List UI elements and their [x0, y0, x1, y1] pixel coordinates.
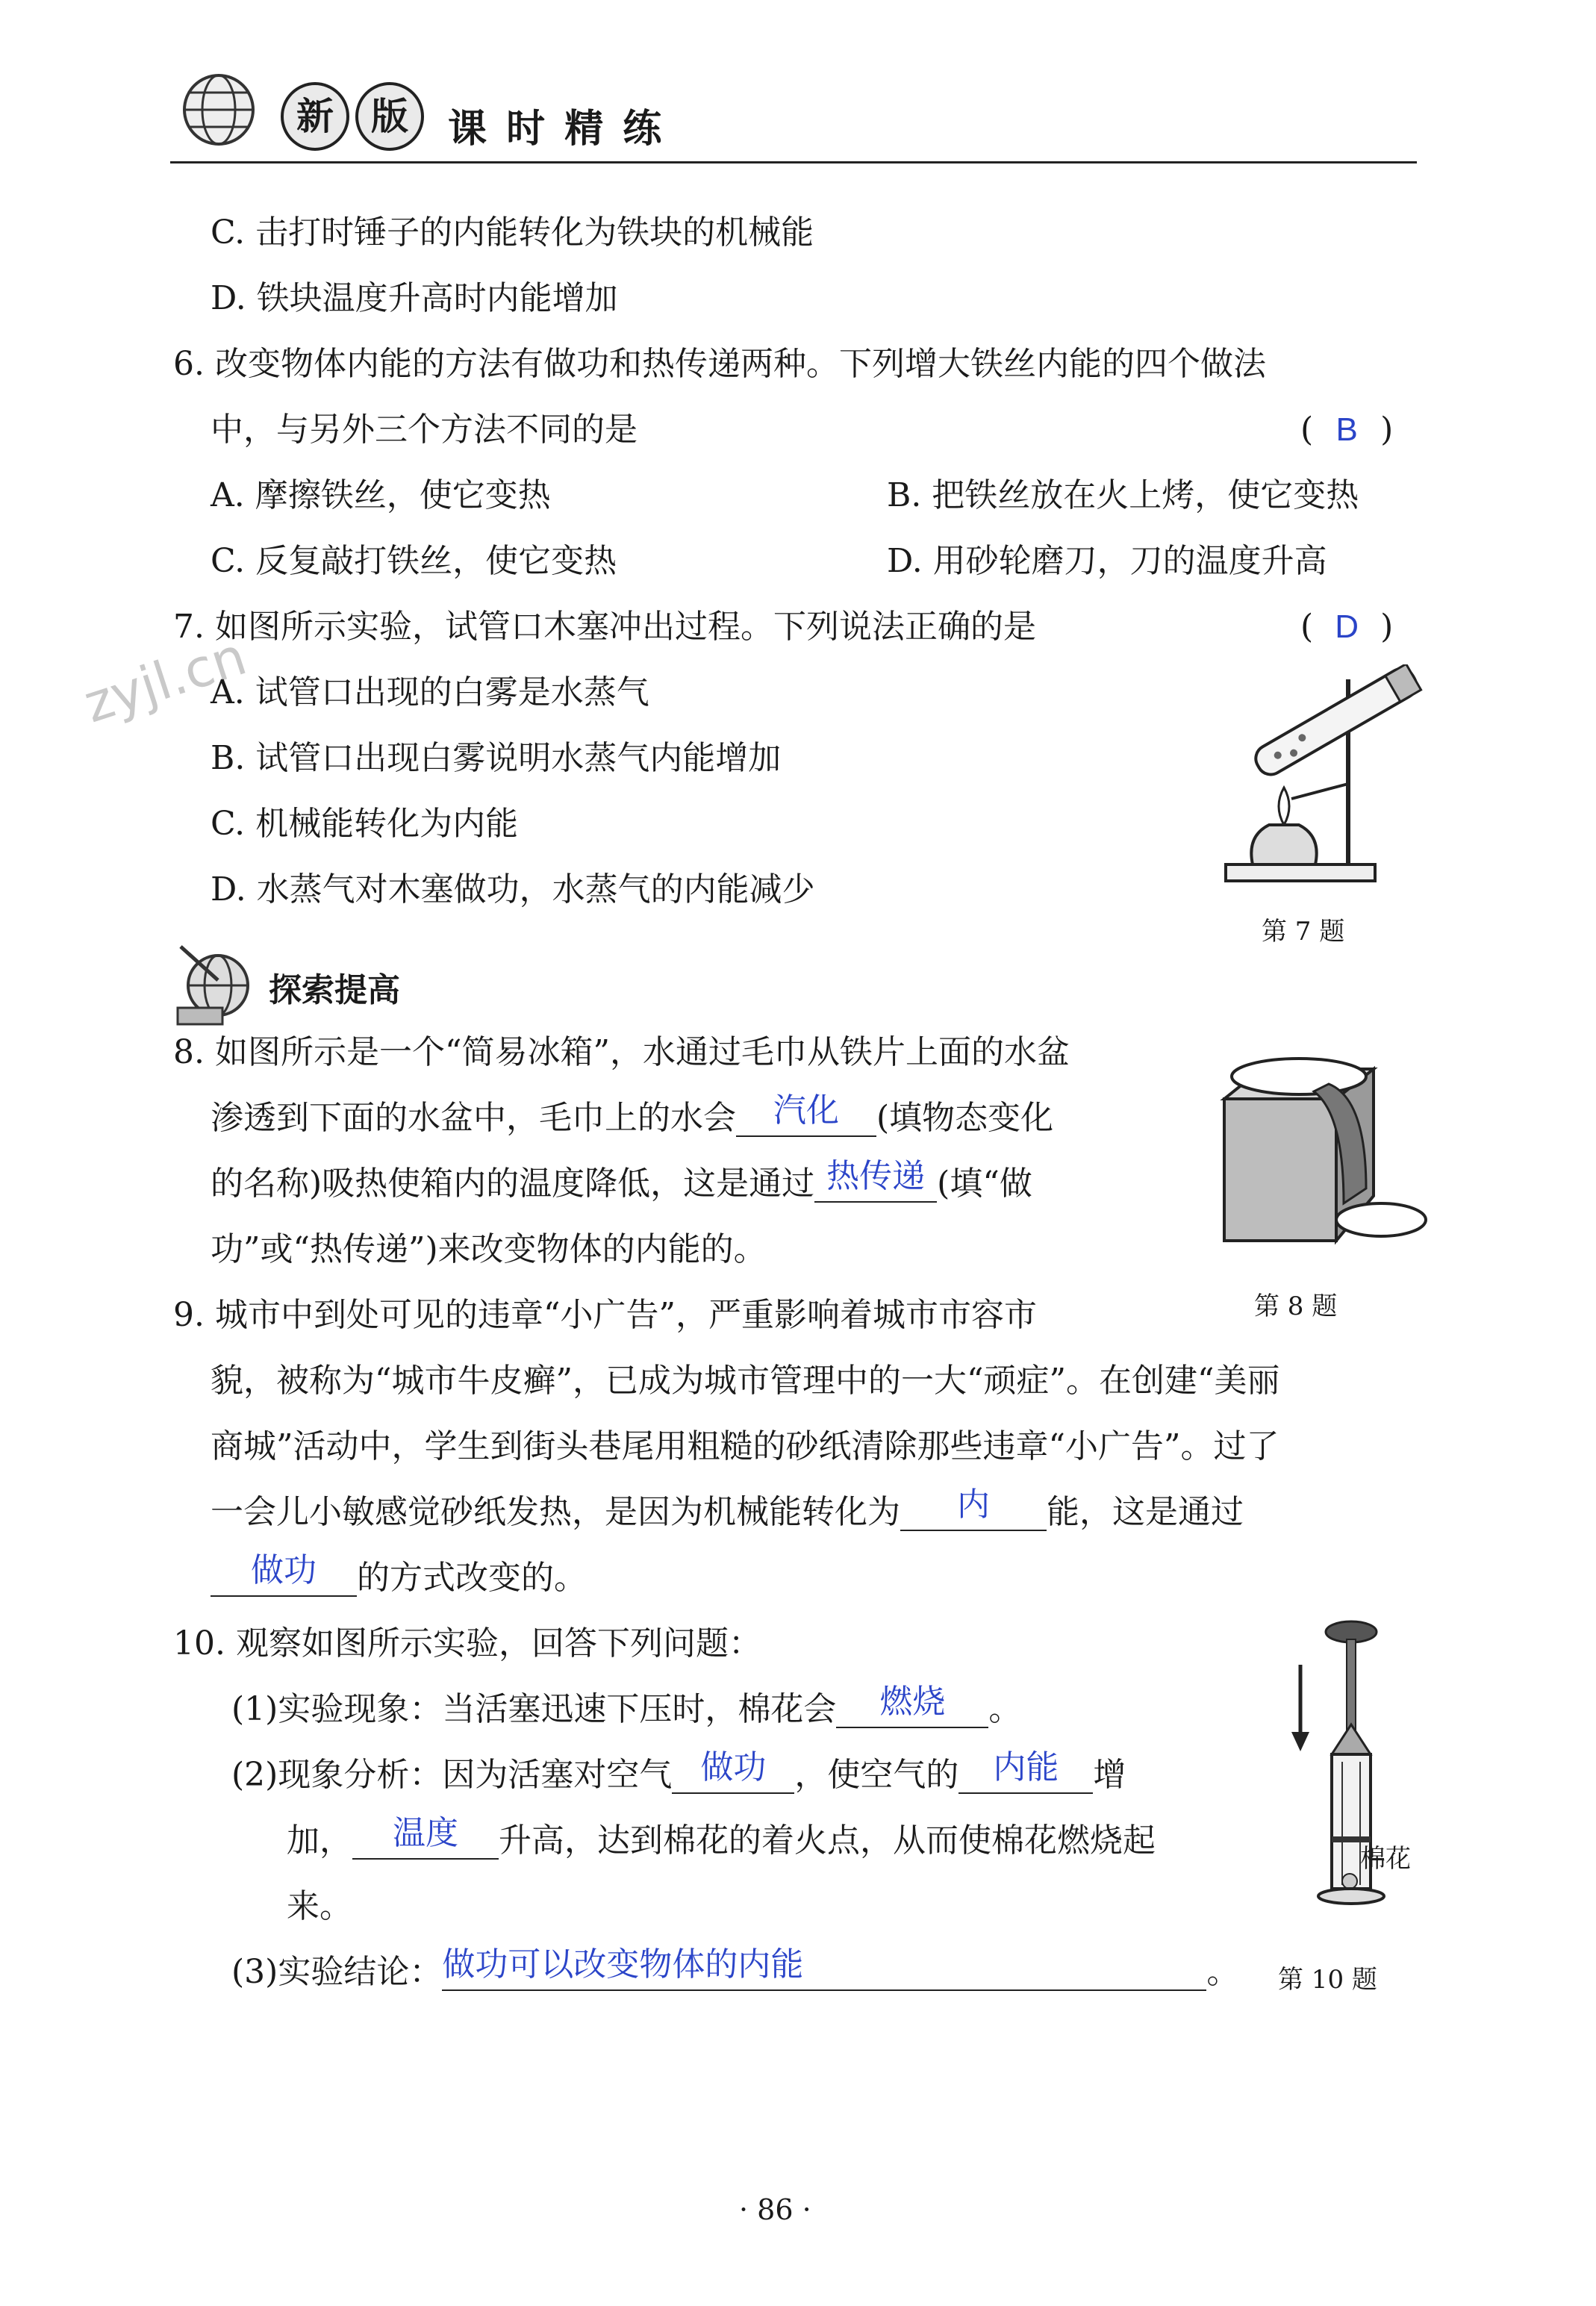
q6-option-c: C. 反复敲打铁丝，使它变热 [211, 542, 617, 580]
q10-stem: 10. 观察如图所示实验，回答下列问题： [173, 1624, 761, 1662]
q9-line3: 商城”活动中，学生到街头巷尾用粗糙的砂纸清除那些违章“小广告”。过了 [211, 1427, 1279, 1465]
q10-blank-3: 内能 [958, 1758, 1093, 1794]
q6-option-b: B. 把铁丝放在火上烤，使它变热 [887, 476, 1359, 514]
q10-part2: (2)现象分析：因为活塞对空气 做功 ，使空气的 内能 增 [231, 1749, 1126, 1794]
q7-answer: D [1335, 608, 1359, 645]
q6-option-a: A. 摩擦铁丝，使它变热 [211, 476, 551, 514]
q6-answer: B [1335, 411, 1358, 448]
fig8-caption: 第 8 题 [1254, 1291, 1338, 1321]
q8-blank-1: 汽化 [736, 1101, 876, 1137]
q7-option-c: C. 机械能转化为内能 [211, 805, 519, 843]
q9-line1: 9. 城市中到处可见的违章“小广告”，严重影响着城市市容市 [173, 1296, 1037, 1334]
fig10-caption: 第 10 题 [1278, 1965, 1377, 1995]
header-title: 课 时 精 练 [448, 107, 665, 152]
fig7-caption: 第 7 题 [1262, 917, 1345, 947]
q6-stem-line2: 中，与另外三个方法不同的是 [211, 411, 638, 449]
watermark: zyjl.cn [76, 625, 254, 735]
explore-section-icon [173, 939, 263, 1029]
q9-line5: 做功 的方式改变的。 [211, 1556, 587, 1601]
q10-part1: (1)实验现象：当活塞迅速下压时，棉花会 燃烧 。 [231, 1683, 1022, 1728]
q10-part2-cont: 加， 温度 升高，达到棉花的着火点，从而使棉花燃烧起 [287, 1815, 1156, 1860]
q10-blank-1: 燃烧 [836, 1692, 988, 1728]
fig7-test-tube-diagram [1217, 664, 1433, 888]
q5-option-d: D. 铁块温度升高时内能增加 [211, 279, 618, 317]
page-number: · 86 · [739, 2193, 811, 2226]
q6-answer-paren: ( B ) [1300, 408, 1393, 452]
header-rule [170, 161, 1417, 163]
q8-blank-2: 热传递 [814, 1167, 937, 1203]
q6-option-d: D. 用砂轮磨刀，刀的温度升高 [887, 542, 1327, 580]
globe-icon [178, 69, 260, 151]
fig10-piston-diagram [1284, 1612, 1433, 1933]
q8-line3: 的名称)吸热使箱内的温度降低，这是通过 热传递 (填“做 [211, 1158, 1032, 1203]
header-badge-1: 新 [281, 82, 349, 151]
fig10-cotton-label: 棉花 [1360, 1844, 1411, 1874]
q10-blank-5: 做功可以改变物体的内能 [442, 1955, 1206, 1991]
q7-option-d: D. 水蒸气对木塞做功，水蒸气的内能减少 [211, 870, 815, 909]
q10-blank-2: 做功 [672, 1758, 794, 1794]
q8-line2: 渗透到下面的水盆中，毛巾上的水会 汽化 (填物态变化 [211, 1092, 1054, 1137]
fig8-refrigerator-diagram [1217, 1054, 1433, 1248]
q8-line1: 8. 如图所示是一个“简易冰箱”，水通过毛巾从铁片上面的水盆 [173, 1033, 1070, 1071]
q6-stem-line1: 6. 改变物体内能的方法有做功和热传递两种。下列增大铁丝内能的四个做法 [173, 345, 1266, 383]
q9-line4: 一会儿小敏感觉砂纸发热，是因为机械能转化为 内 能，这是通过 [211, 1486, 1244, 1531]
q7-stem: 7. 如图所示实验，试管口木塞冲出过程。下列说法正确的是 [173, 608, 1036, 646]
q7-option-a: A. 试管口出现的白雾是水蒸气 [211, 673, 649, 711]
q10-part3: (3)实验结论：做功可以改变物体的内能 。 [231, 1946, 1240, 1991]
q7-option-b: B. 试管口出现白雾说明水蒸气内能增加 [211, 739, 782, 777]
q9-blank-1: 内 [900, 1495, 1047, 1531]
q9-line2: 貌，被称为“城市牛皮癣”，已成为城市管理中的一大“顽症”。在创建“美丽 [211, 1362, 1280, 1400]
header-badge-2: 版 [355, 82, 424, 151]
q9-blank-2: 做功 [211, 1561, 357, 1597]
q8-line4: 功”或“热传递”)来改变物体的内能的。 [211, 1230, 767, 1268]
q10-blank-4: 温度 [352, 1824, 499, 1860]
section-title: 探索提高 [269, 971, 400, 1009]
q5-option-c: C. 击打时锤子的内能转化为铁块的机械能 [211, 214, 814, 252]
q10-part2-end: 来。 [287, 1887, 352, 1925]
q7-answer-paren: ( D ) [1300, 605, 1393, 649]
